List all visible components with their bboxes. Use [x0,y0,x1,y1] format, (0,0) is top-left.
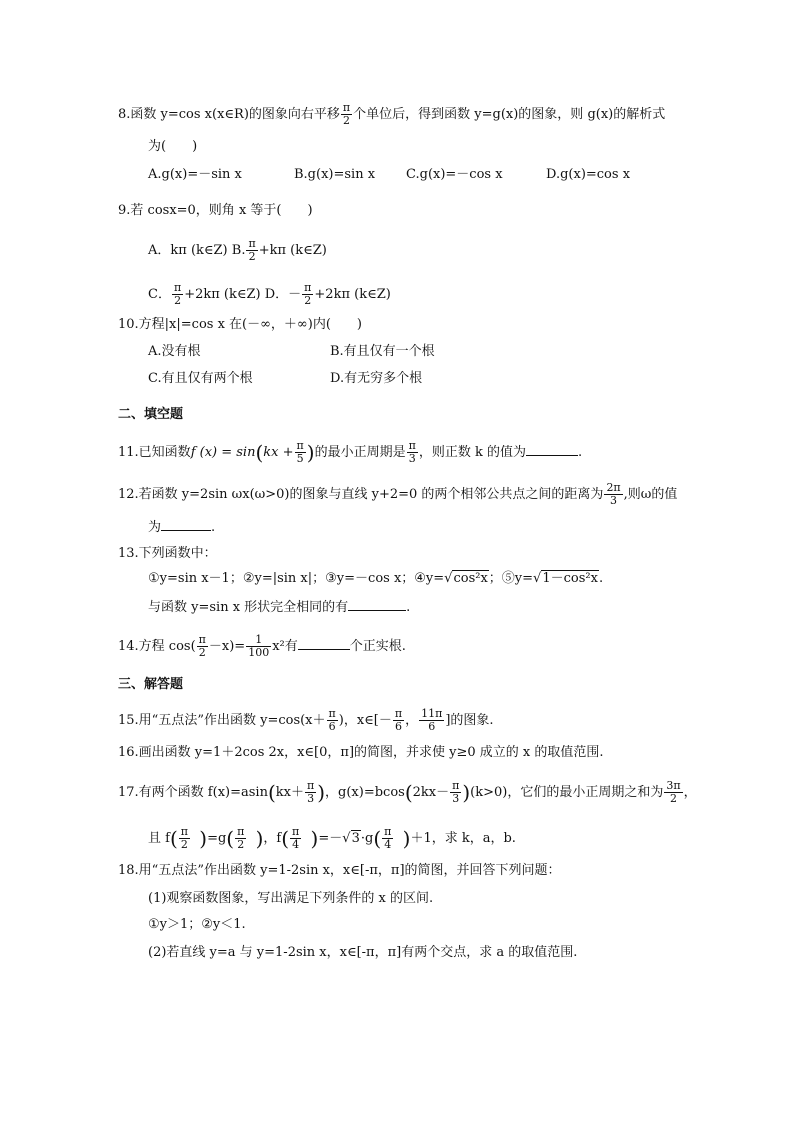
q11-line: 11.已知函数f (x) = sin(kx + $\frac{\pi}{5}$ )的最小正周期是 $\frac{\pi}{3}$ ，则正数 k 的值为 . [118,439,583,465]
q15-line: 15.用“五点法”作出函数 y=cos(x＋ $\frac{\pi}{6}$ )，x∈[－ $\frac{\pi}{6}$ ， $\frac{11\pi}{6}$ ]的图象. [118,707,494,733]
answer-blank[interactable] [348,598,406,611]
fraction: $\frac{\pi}{2}$ [342,101,351,127]
q13-question: 与函数 y=sin x 形状完全相同的有 . [148,600,411,615]
q9-options-cd: C． $\frac{\pi}{2}$ +2kπ (k∈Z) D．－ $\frac{\pi}{2}$ +2kπ (k∈Z) [148,281,391,307]
answer-blank[interactable] [161,518,211,531]
section-heading-fill: 二、填空题 [118,407,184,422]
section-heading-answer: 三、解答题 [118,677,184,692]
q10-option-c: C.有且仅有两个根 [148,371,253,386]
q8-option-a: A.g(x)=－sin x [148,167,242,182]
q8-line1: 8.函数 y=cos x(x∈R)的图象向右平移 $\frac{\pi}{2}$ 个单位后，得到函数 y=g(x)的图象，则 g(x)的解析式 [118,101,666,127]
q10-stem: 10.方程|x|=cos x 在(－∞，＋∞)内( ) [118,317,362,332]
q9-options-ab: A．kπ (k∈Z) B. $\frac{\pi}{2}$ +kπ (k∈Z) [148,237,327,263]
q18-stem: 18.用“五点法”作出函数 y=1-2sin x，x∈[-π，π]的简图，并回答下列问题： [118,863,561,878]
q10-option-b: B.有且仅有一个根 [330,344,435,359]
q18-part1-conditions: ①y＞1；②y＜1. [148,917,246,932]
q8-option-d: D.g(x)=cos x [546,167,631,182]
q9-stem: 9.若 cosx=0，则角 x 等于( ) [118,203,313,218]
q16-line: 16.画出函数 y=1＋2cos 2x，x∈[0，π]的简图，并求使 y≥0 成立的 x 的取值范围. [118,745,604,760]
q8-option-b: B.g(x)=sin x [294,167,376,182]
q8-line2: 为( ) [148,139,198,154]
q10-option-a: A.没有根 [148,344,201,359]
q13-stem: 13.下列函数中： [118,546,217,561]
q12-line2: 为 . [148,520,216,535]
q13-functions: ①y=sin x－1；②y=|sin x|；③y=－cos x；④y=√cos²x；⑤y=√1－cos²x. [148,571,604,586]
q12-line1: 12.若函数 y=2sin ωx(ω>0)的图象与直线 y+2=0 的两个相邻公共点之间的距离为 $\frac{2\pi}{3}$ ,则ω的值 [118,481,678,507]
q14-line: 14.方程 cos( $\frac{\pi}{2}$ －x)= $\frac{1}{100}$ x²有 个正实根. [118,633,406,659]
answer-blank[interactable] [526,443,578,456]
q17-line1: 17.有两个函数 f(x)=asin(kx＋ $\frac{\pi}{3}$ )，g(x)=bcos(2kx－ $\frac{\pi}{3}$ )(k>0)，它们的最小正周期之和为 $\frac{3\pi}{2}$ ， [118,779,697,805]
q17-line2: 且 f( $\frac{\pi}{2}$ )=g( $\frac{\pi}{2}$ )，f( $\frac{\pi}{4}$ )=－√3·g( $\frac{\pi}{4}$ )＋1，求 k，a，b. [148,825,516,851]
q18-part2: (2)若直线 y=a 与 y=1-2sin x，x∈[-π，π]有两个交点，求 a 的取值范围. [148,945,578,960]
q18-part1: (1)观察函数图象，写出满足下列条件的 x 的区间. [148,891,434,906]
q8-option-c: C.g(x)=－cos x [406,167,503,182]
q10-option-d: D.有无穷多个根 [330,371,423,386]
answer-blank[interactable] [298,637,350,650]
